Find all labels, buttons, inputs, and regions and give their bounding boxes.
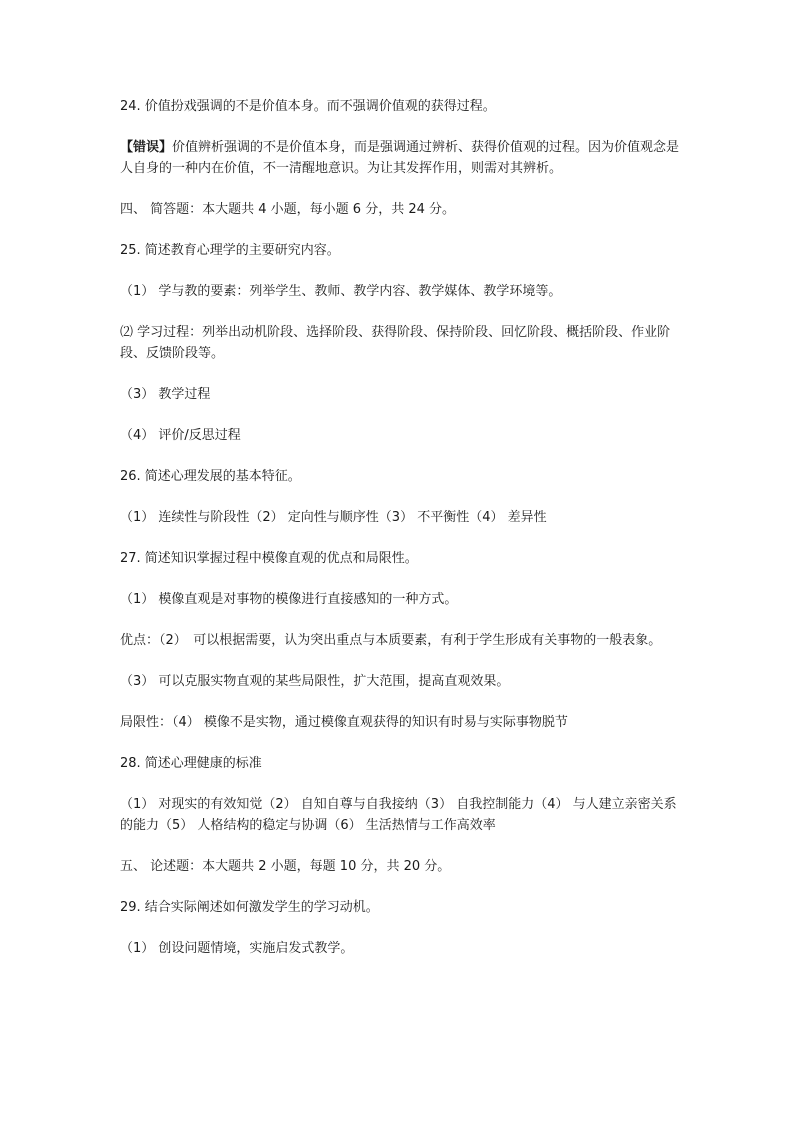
answer-24-text: 价值辨析强调的不是价值本身，而是强调通过辨析、获得价值观的过程。因为价值观念是人自身的一种内在价值，不一清醒地意识。为让其发挥作用，则需对其辨析。 bbox=[120, 140, 680, 176]
question-25: 25. 简述教育心理学的主要研究内容。 bbox=[120, 243, 340, 258]
question-24: 24. 价值扮戏强调的不是价值本身。而不强调价值观的获得过程。 bbox=[120, 99, 496, 114]
question-29: 29. 结合实际阐述如何激发学生的学习动机。 bbox=[120, 900, 379, 915]
answer-27-item-2: 优点：（2） 可以根据需要，认为突出重点与本质要素，有利于学生形成有关事物的一般表象。 bbox=[120, 633, 662, 648]
answer-25-item-3: （3） 教学过程 bbox=[120, 387, 211, 402]
answer-27-item-3: （3） 可以克服实物直观的某些局限性，扩大范围，提高直观效果。 bbox=[120, 674, 510, 689]
section-4-heading: 四、 简答题：本大题共 4 小题，每小题 6 分，共 24 分。 bbox=[120, 202, 456, 217]
question-27: 27. 简述知识掌握过程中模像直观的优点和局限性。 bbox=[120, 551, 418, 566]
answer-27-item-1: （1） 模像直观是对事物的模像进行直接感知的一种方式。 bbox=[120, 592, 458, 607]
answer-24 bbox=[120, 137, 682, 179]
answer-25-item-1: （1） 学与教的要素：列举学生、教师、教学内容、教学媒体、教学环境等。 bbox=[120, 284, 562, 299]
answer-25-item-2: ⑵ 学习过程：列举出动机阶段、选择阶段、获得阶段、保持阶段、回忆阶段、概括阶段、作业阶段、反馈阶段等。 bbox=[120, 325, 671, 361]
answer-25-item-4: （4） 评价/反思过程 bbox=[120, 428, 241, 443]
answer-26: （1） 连续性与阶段性（2） 定向性与顺序性（3） 不平衡性（4） 差异性 bbox=[120, 510, 547, 525]
section-5-heading: 五、 论述题：本大题共 2 小题，每题 10 分，共 20 分。 bbox=[120, 859, 451, 874]
answer-28: （1） 对现实的有效知觉（2） 自知自尊与自我接纳（3） 自我控制能力（4） 与人建立亲密关系的能力（5） 人格结构的稳定与协调（6） 生活热情与工作高效率 bbox=[120, 797, 677, 833]
document-content bbox=[120, 96, 682, 979]
error-label: 【错误】 bbox=[120, 140, 173, 155]
question-26: 26. 简述心理发展的基本特征。 bbox=[120, 469, 301, 484]
answer-29-item-1: （1） 创设问题情境，实施启发式教学。 bbox=[120, 941, 354, 956]
answer-27-item-4: 局限性：（4） 模像不是实物，通过模像直观获得的知识有时易与实际事物脱节 bbox=[120, 715, 568, 730]
question-28: 28. 简述心理健康的标准 bbox=[120, 756, 262, 771]
